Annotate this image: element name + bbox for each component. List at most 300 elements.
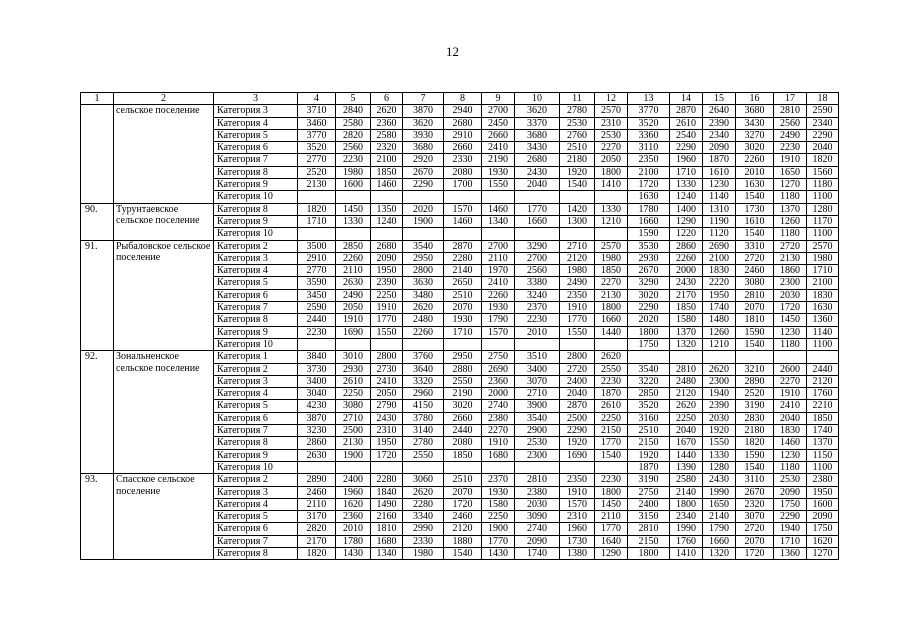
category-cell: Категория 3 [214, 375, 298, 387]
value-cell: 2300 [515, 449, 560, 461]
value-cell: 1620 [336, 498, 371, 510]
value-cell: 3400 [515, 363, 560, 375]
value-cell: 1220 [670, 228, 703, 240]
value-cell: 1690 [336, 326, 371, 338]
value-cell: 1750 [807, 523, 839, 535]
value-cell: 3020 [444, 400, 482, 412]
value-cell: 1630 [807, 302, 839, 314]
value-cell: 3070 [515, 375, 560, 387]
value-cell: 2380 [482, 412, 515, 424]
category-cell: Категория 10 [214, 461, 298, 473]
value-cell: 2230 [515, 314, 560, 326]
value-cell: 2140 [703, 511, 736, 523]
header-cell: 4 [298, 93, 336, 105]
value-cell: 3520 [298, 142, 336, 154]
value-cell: 2800 [403, 265, 444, 277]
value-cell: 1330 [595, 203, 628, 215]
value-cell: 2150 [628, 535, 670, 547]
value-cell: 2910 [298, 252, 336, 264]
value-cell: 1210 [703, 338, 736, 350]
value-cell: 2440 [807, 363, 839, 375]
value-cell: 1760 [670, 535, 703, 547]
value-cell: 3060 [403, 474, 444, 486]
value-cell [560, 191, 595, 203]
value-cell: 2690 [703, 240, 736, 252]
value-cell: 2300 [703, 375, 736, 387]
value-cell: 1930 [482, 302, 515, 314]
value-cell: 3730 [298, 363, 336, 375]
value-cell: 2230 [595, 474, 628, 486]
value-cell: 2690 [482, 363, 515, 375]
value-cell: 2040 [807, 142, 839, 154]
value-cell: 3430 [736, 117, 774, 129]
value-cell: 1290 [670, 215, 703, 227]
value-cell: 2720 [736, 252, 774, 264]
value-cell: 1830 [807, 289, 839, 301]
value-cell: 1980 [336, 166, 371, 178]
value-cell: 2460 [298, 486, 336, 498]
value-cell: 2180 [736, 425, 774, 437]
value-cell: 2400 [628, 498, 670, 510]
value-cell: 1800 [595, 302, 628, 314]
value-cell: 1870 [628, 461, 670, 473]
value-cell: 3040 [298, 388, 336, 400]
value-cell: 2790 [371, 400, 403, 412]
value-cell: 1780 [628, 203, 670, 215]
value-cell: 3460 [298, 117, 336, 129]
value-cell: 1800 [670, 498, 703, 510]
value-cell: 2110 [482, 252, 515, 264]
value-cell: 1790 [482, 314, 515, 326]
value-cell: 2050 [336, 302, 371, 314]
value-cell: 3320 [403, 375, 444, 387]
value-cell: 2380 [807, 474, 839, 486]
value-cell: 2100 [807, 277, 839, 289]
value-cell: 2020 [403, 203, 444, 215]
value-cell: 2530 [515, 437, 560, 449]
value-cell: 1990 [703, 486, 736, 498]
value-cell: 1680 [371, 535, 403, 547]
value-cell: 2110 [336, 265, 371, 277]
value-cell: 2480 [670, 375, 703, 387]
value-cell: 3540 [628, 363, 670, 375]
value-cell: 3190 [628, 474, 670, 486]
value-cell: 2500 [560, 412, 595, 424]
value-cell: 2190 [444, 388, 482, 400]
value-cell: 2160 [371, 511, 403, 523]
value-cell: 2410 [774, 400, 807, 412]
value-cell: 3770 [628, 105, 670, 117]
value-cell: 3900 [515, 400, 560, 412]
value-cell: 1980 [560, 265, 595, 277]
value-cell: 3270 [736, 129, 774, 141]
value-cell: 2340 [703, 129, 736, 141]
value-cell: 2290 [670, 142, 703, 154]
value-cell [336, 228, 371, 240]
value-cell: 2000 [482, 388, 515, 400]
value-cell: 2610 [336, 375, 371, 387]
value-cell: 1330 [703, 449, 736, 461]
value-cell: 2870 [670, 105, 703, 117]
value-cell: 2510 [444, 474, 482, 486]
value-cell: 3210 [736, 363, 774, 375]
value-cell: 3400 [298, 375, 336, 387]
value-cell: 1300 [560, 215, 595, 227]
value-cell: 2890 [736, 375, 774, 387]
value-cell: 2910 [444, 129, 482, 141]
value-cell: 1920 [560, 437, 595, 449]
value-cell: 1930 [482, 166, 515, 178]
value-cell: 2670 [628, 265, 670, 277]
value-cell: 1410 [595, 179, 628, 191]
value-cell: 1700 [444, 179, 482, 191]
value-cell: 2280 [371, 474, 403, 486]
value-cell: 3760 [403, 351, 444, 363]
value-cell: 2130 [336, 437, 371, 449]
value-cell: 2220 [703, 277, 736, 289]
value-cell: 3520 [628, 400, 670, 412]
value-cell: 1650 [703, 498, 736, 510]
value-cell: 3500 [298, 240, 336, 252]
value-cell: 1850 [670, 302, 703, 314]
value-cell: 1610 [703, 166, 736, 178]
value-cell: 2700 [482, 105, 515, 117]
value-cell: 2040 [670, 425, 703, 437]
value-cell: 2870 [444, 240, 482, 252]
header-cell: 12 [595, 93, 628, 105]
value-cell [371, 228, 403, 240]
value-cell: 1390 [670, 461, 703, 473]
value-cell: 2500 [336, 425, 371, 437]
value-cell: 3520 [628, 117, 670, 129]
value-cell: 2600 [774, 363, 807, 375]
value-cell [560, 338, 595, 350]
value-cell: 2120 [807, 375, 839, 387]
value-cell: 2860 [298, 437, 336, 449]
value-cell: 3220 [628, 375, 670, 387]
value-cell: 1440 [670, 449, 703, 461]
value-cell: 3540 [515, 412, 560, 424]
category-cell: Категория 8 [214, 314, 298, 326]
value-cell: 3340 [403, 511, 444, 523]
value-cell: 2100 [628, 166, 670, 178]
value-cell: 1900 [482, 523, 515, 535]
value-cell: 3680 [515, 129, 560, 141]
header-cell: 8 [444, 93, 482, 105]
value-cell: 1460 [371, 179, 403, 191]
value-cell: 1970 [482, 265, 515, 277]
value-cell [298, 461, 336, 473]
header-cell: 7 [403, 93, 444, 105]
value-cell [371, 191, 403, 203]
value-cell: 2260 [670, 252, 703, 264]
value-cell: 2800 [560, 351, 595, 363]
value-cell: 2460 [736, 265, 774, 277]
value-cell: 3380 [515, 277, 560, 289]
value-cell: 1990 [670, 523, 703, 535]
value-cell: 2870 [560, 400, 595, 412]
value-cell: 2340 [807, 117, 839, 129]
header-cell: 2 [114, 93, 214, 105]
row-number: 92. [81, 351, 114, 474]
category-cell: Категория 5 [214, 277, 298, 289]
value-cell: 2090 [807, 511, 839, 523]
value-cell: 1710 [807, 265, 839, 277]
value-cell: 1850 [371, 166, 403, 178]
value-cell: 1360 [774, 547, 807, 559]
value-cell: 2700 [482, 240, 515, 252]
value-cell: 1830 [774, 425, 807, 437]
value-cell: 1670 [670, 437, 703, 449]
value-cell: 2810 [736, 289, 774, 301]
value-cell: 3680 [403, 142, 444, 154]
value-cell [595, 338, 628, 350]
value-cell: 1730 [560, 535, 595, 547]
value-cell: 1710 [774, 535, 807, 547]
value-cell: 3620 [403, 117, 444, 129]
value-cell: 1410 [670, 547, 703, 559]
value-cell: 2660 [482, 129, 515, 141]
value-cell: 2860 [670, 240, 703, 252]
value-cell: 1910 [774, 154, 807, 166]
value-cell: 1320 [670, 338, 703, 350]
value-cell [336, 338, 371, 350]
value-cell: 1580 [670, 314, 703, 326]
category-cell: Категория 5 [214, 511, 298, 523]
value-cell: 1450 [774, 314, 807, 326]
value-cell: 2630 [298, 449, 336, 461]
value-cell: 2820 [298, 523, 336, 535]
value-cell: 2410 [482, 277, 515, 289]
value-cell: 2150 [595, 425, 628, 437]
value-cell: 2720 [560, 363, 595, 375]
value-cell [403, 228, 444, 240]
value-cell: 1540 [595, 449, 628, 461]
value-cell: 3870 [298, 412, 336, 424]
value-cell: 2440 [444, 425, 482, 437]
value-cell: 2620 [403, 302, 444, 314]
category-cell: Категория 5 [214, 129, 298, 141]
value-cell: 3430 [515, 142, 560, 154]
header-cell: 11 [560, 93, 595, 105]
value-cell: 2810 [774, 105, 807, 117]
value-cell: 2270 [595, 142, 628, 154]
value-cell: 1840 [371, 486, 403, 498]
value-cell [371, 461, 403, 473]
value-cell: 1550 [703, 437, 736, 449]
value-cell: 2620 [403, 486, 444, 498]
category-cell: Категория 10 [214, 228, 298, 240]
value-cell: 2130 [595, 289, 628, 301]
value-cell: 2290 [774, 511, 807, 523]
value-cell: 3190 [736, 400, 774, 412]
value-cell: 2300 [774, 277, 807, 289]
header-cell: 17 [774, 93, 807, 105]
value-cell: 1460 [774, 437, 807, 449]
value-cell: 1460 [444, 215, 482, 227]
value-cell: 2360 [371, 117, 403, 129]
value-cell: 3010 [336, 351, 371, 363]
value-cell: 2430 [670, 277, 703, 289]
category-cell: Категория 6 [214, 412, 298, 424]
value-cell: 1750 [774, 498, 807, 510]
value-cell: 1740 [703, 302, 736, 314]
value-cell: 2120 [444, 523, 482, 535]
value-cell: 1370 [670, 326, 703, 338]
value-cell: 2360 [482, 375, 515, 387]
value-cell: 2710 [515, 388, 560, 400]
value-cell: 2530 [595, 129, 628, 141]
value-cell: 1860 [774, 265, 807, 277]
value-cell: 2310 [595, 117, 628, 129]
value-cell: 1780 [336, 535, 371, 547]
value-cell: 2080 [444, 166, 482, 178]
value-cell: 1170 [807, 215, 839, 227]
value-cell: 1270 [774, 179, 807, 191]
value-cell: 1460 [482, 203, 515, 215]
value-cell [560, 228, 595, 240]
value-cell [515, 338, 560, 350]
value-cell: 2350 [628, 154, 670, 166]
value-cell: 2580 [371, 129, 403, 141]
value-cell: 3930 [403, 129, 444, 141]
value-cell: 3680 [736, 105, 774, 117]
value-cell: 3140 [403, 425, 444, 437]
category-cell: Категория 2 [214, 363, 298, 375]
value-cell: 2080 [444, 437, 482, 449]
value-cell: 1720 [444, 498, 482, 510]
value-cell: 2670 [403, 166, 444, 178]
value-cell: 1420 [560, 203, 595, 215]
value-cell: 3090 [515, 511, 560, 523]
value-cell: 2510 [560, 142, 595, 154]
value-cell: 2290 [628, 302, 670, 314]
value-cell: 2930 [628, 252, 670, 264]
value-cell: 2030 [515, 498, 560, 510]
category-cell: Категория 9 [214, 179, 298, 191]
value-cell: 2170 [298, 535, 336, 547]
value-cell: 1560 [807, 166, 839, 178]
value-cell [807, 351, 839, 363]
value-cell: 1610 [736, 215, 774, 227]
value-cell: 2990 [403, 523, 444, 535]
value-cell: 2230 [595, 375, 628, 387]
value-cell: 2810 [670, 363, 703, 375]
value-cell: 1930 [444, 314, 482, 326]
value-cell: 2260 [736, 154, 774, 166]
category-cell: Категория 4 [214, 265, 298, 277]
value-cell: 2140 [444, 265, 482, 277]
value-cell: 3290 [628, 277, 670, 289]
value-cell: 2510 [628, 425, 670, 437]
value-cell: 2140 [670, 486, 703, 498]
value-cell: 1960 [336, 486, 371, 498]
value-cell: 2070 [444, 486, 482, 498]
value-cell: 1660 [703, 535, 736, 547]
tariff-table [80, 92, 839, 560]
value-cell: 1430 [482, 547, 515, 559]
value-cell: 2050 [595, 154, 628, 166]
value-cell: 2230 [774, 142, 807, 154]
value-cell: 1660 [595, 314, 628, 326]
value-cell: 1640 [595, 535, 628, 547]
value-cell: 3450 [298, 289, 336, 301]
value-cell: 2230 [298, 326, 336, 338]
value-cell: 1910 [336, 314, 371, 326]
value-cell: 3710 [298, 105, 336, 117]
value-cell: 2590 [298, 302, 336, 314]
category-cell: Категория 2 [214, 474, 298, 486]
value-cell: 1330 [670, 179, 703, 191]
value-cell: 1350 [371, 203, 403, 215]
value-cell: 1400 [670, 203, 703, 215]
value-cell: 2560 [774, 117, 807, 129]
value-cell: 2670 [736, 486, 774, 498]
value-cell [298, 228, 336, 240]
value-cell: 2570 [595, 240, 628, 252]
value-cell: 2700 [515, 252, 560, 264]
value-cell: 1490 [371, 498, 403, 510]
value-cell: 1770 [482, 535, 515, 547]
value-cell: 2940 [444, 105, 482, 117]
value-cell: 1770 [595, 437, 628, 449]
value-cell: 2400 [560, 375, 595, 387]
value-cell [336, 461, 371, 473]
value-cell: 2090 [774, 486, 807, 498]
value-cell: 2410 [371, 375, 403, 387]
value-cell: 1550 [560, 326, 595, 338]
value-cell: 2090 [515, 535, 560, 547]
value-cell: 1730 [736, 203, 774, 215]
value-cell: 2550 [444, 375, 482, 387]
value-cell: 2770 [298, 265, 336, 277]
value-cell: 3020 [736, 142, 774, 154]
value-cell: 3480 [403, 289, 444, 301]
value-cell: 2580 [336, 117, 371, 129]
header-cell: 1 [81, 93, 114, 105]
value-cell: 3510 [515, 351, 560, 363]
value-cell: 3540 [403, 240, 444, 252]
value-cell: 1810 [371, 523, 403, 535]
value-cell: 1330 [336, 215, 371, 227]
value-cell: 2740 [515, 523, 560, 535]
value-cell: 1590 [628, 228, 670, 240]
value-cell: 1100 [807, 228, 839, 240]
value-cell [444, 191, 482, 203]
value-cell: 2480 [403, 314, 444, 326]
value-cell: 1790 [703, 523, 736, 535]
table-row [81, 240, 839, 252]
value-cell: 1740 [515, 547, 560, 559]
value-cell: 1750 [628, 338, 670, 350]
value-cell: 2280 [444, 252, 482, 264]
value-cell: 2370 [482, 474, 515, 486]
value-cell [515, 228, 560, 240]
value-cell: 2950 [403, 252, 444, 264]
value-cell: 2030 [774, 289, 807, 301]
value-cell [595, 461, 628, 473]
value-cell: 2660 [444, 412, 482, 424]
value-cell [482, 228, 515, 240]
value-cell: 1850 [807, 412, 839, 424]
value-cell: 2250 [595, 412, 628, 424]
value-cell: 1950 [371, 265, 403, 277]
value-cell [444, 228, 482, 240]
value-cell: 1920 [628, 449, 670, 461]
value-cell: 1370 [774, 203, 807, 215]
value-cell: 2820 [336, 129, 371, 141]
value-cell: 3840 [298, 351, 336, 363]
